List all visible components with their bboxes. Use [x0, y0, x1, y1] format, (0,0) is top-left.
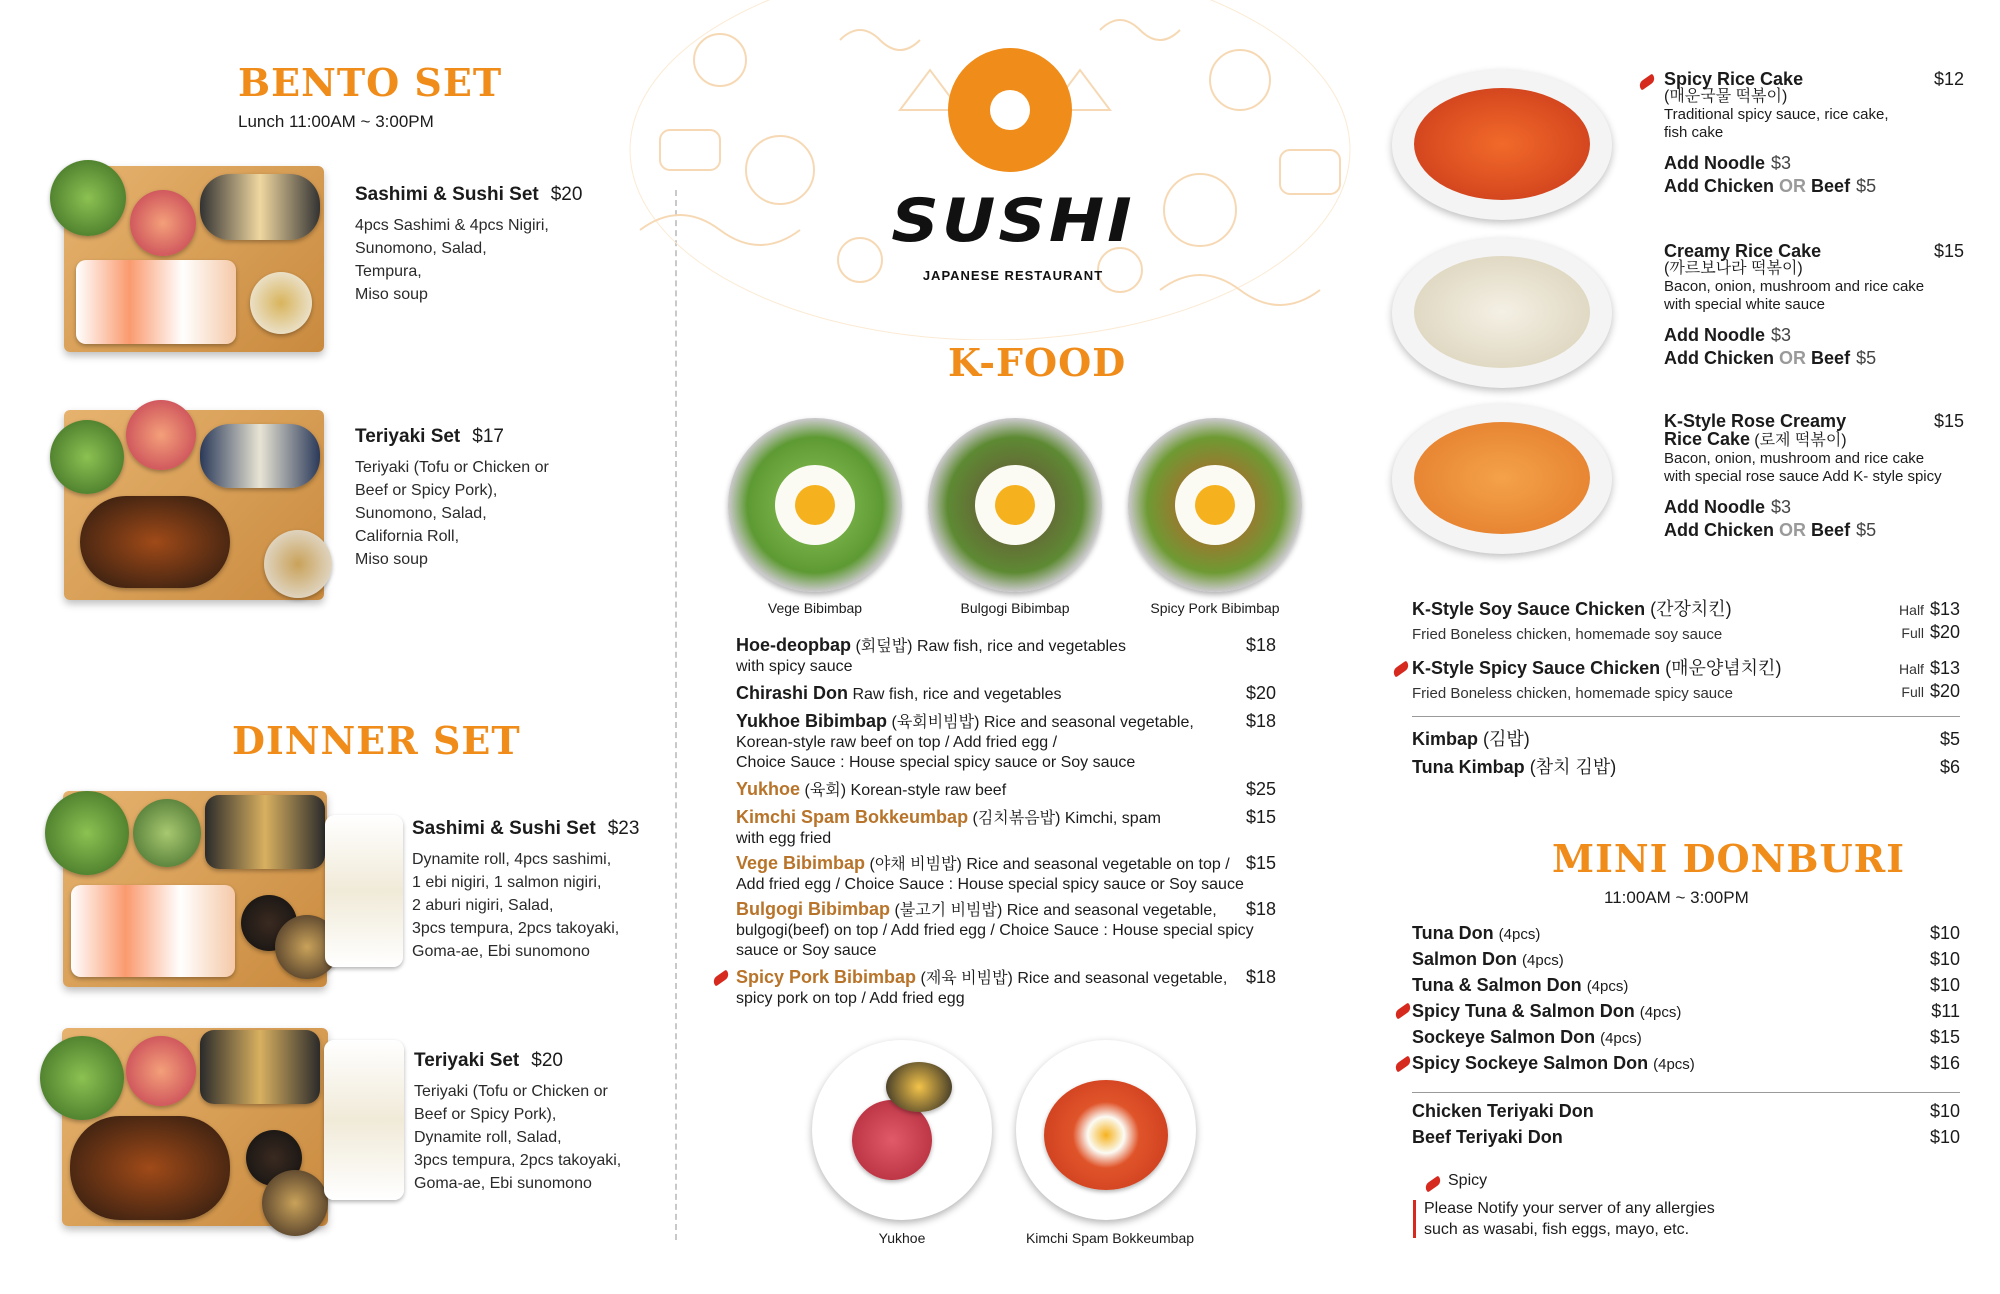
item-desc: Bacon, onion, mushroom and rice cake [1664, 278, 1925, 295]
plate-caption: Kimchi Spam Bokkeumbap [1025, 1230, 1195, 1246]
desc-line: California Roll, [355, 528, 460, 545]
item-desc: Traditional spicy sauce, rice cake, [1664, 106, 1889, 123]
bowl-caption: Vege Bibimbap [767, 600, 863, 616]
item-desc: Kimchi, spam [1064, 810, 1161, 827]
item-desc: Rice and seasonal vegetable, [1006, 902, 1217, 919]
item-price: $12 [1933, 69, 1964, 89]
chicken-item [1412, 657, 1960, 705]
item-korean: (김밥) [1483, 729, 1530, 749]
item-name: Tuna Kimbap [1412, 757, 1525, 777]
dinner-title: DINNER SET [232, 718, 521, 763]
kfood-item [736, 779, 1276, 801]
spicy-rice-cake-photo [1392, 70, 1612, 220]
dinner-sashimi-photo [45, 785, 405, 995]
bowl-caption: Spicy Pork Bibimbap [1150, 600, 1280, 616]
rice-cake-item [1664, 70, 1964, 198]
item-desc: with special white sauce [1664, 296, 1825, 313]
item-desc: Rice and seasonal vegetable, [983, 714, 1194, 731]
item-desc: Add fried egg / Choice Sauce : House special spicy sauce or Soy sauce [736, 876, 1244, 893]
note-line: such as wasabi, fish eggs, mayo, etc. [1424, 1221, 1690, 1238]
item-name: K-Style Spicy Sauce Chicken [1412, 658, 1661, 678]
kfood-title: K-FOOD [948, 340, 1127, 385]
item-price: $15 [1245, 807, 1276, 827]
item-name: Spicy Pork Bibimbap [736, 967, 917, 987]
creamy-rice-cake-photo [1392, 238, 1612, 388]
chili-icon [1393, 1056, 1412, 1073]
desc-line: Beef or Spicy Pork), [355, 482, 498, 499]
desc-line: Teriyaki (Tofu or Chicken or [414, 1083, 608, 1100]
desc-line: 3pcs tempura, 2pcs takoyaki, [414, 1152, 622, 1169]
add-meat-option: Add Chicken OR Beef $5 [1664, 520, 1877, 540]
spicy-legend: Spicy [1448, 1172, 1488, 1189]
item-korean: (야채 비빔밥) [869, 856, 962, 873]
desc-line: Miso soup [355, 551, 428, 568]
item-desc: Rice and seasonal vegetable, [1017, 970, 1228, 987]
plate-caption: Yukhoe [878, 1230, 926, 1246]
dinner-item-teriyaki [414, 1050, 674, 1195]
item-korean: (제육 비빔밥) [920, 970, 1013, 987]
set-price: $17 [472, 426, 504, 447]
set-price: $20 [531, 1050, 563, 1071]
item-desc: Fried Boneless chicken, homemade soy sauce [1412, 626, 1723, 643]
kfood-item [736, 807, 1276, 849]
desc-line: 3pcs tempura, 2pcs takoyaki, [412, 920, 620, 937]
set-price: $23 [607, 818, 640, 839]
donburi-item: Tuna Don (4pcs) $10 [1412, 923, 1960, 943]
rice-cake-item [1664, 412, 1964, 542]
item-korean: (김치볶음밥) [972, 810, 1061, 827]
item-price: $5 [1939, 729, 1960, 749]
logo-wordmark: SUSHI [891, 185, 1135, 256]
note-bar [1413, 1200, 1416, 1238]
column-divider [675, 190, 677, 1240]
desc-line: 1 ebi nigiri, 1 salmon nigiri, [412, 874, 602, 891]
kfood-item [736, 899, 1276, 961]
add-noodle-option: Add Noodle $3 [1664, 325, 1792, 345]
item-korean: (육회) [804, 782, 847, 799]
desc-line: Tempura, [355, 263, 422, 280]
kfood-item [736, 683, 1276, 705]
item-korean: (매운양념치킨) [1665, 658, 1782, 678]
kimchi-spam-bokkeumbap-photo [1016, 1040, 1196, 1220]
yukhoe-photo [812, 1040, 992, 1220]
add-meat-option: Add Chicken OR Beef $5 [1664, 348, 1877, 368]
kimbap-item [1412, 756, 1960, 778]
item-name: K-Style Rose Creamy [1664, 411, 1847, 431]
allergy-note [1424, 1198, 1715, 1240]
set-name: Sashimi & Sushi Set [355, 184, 539, 205]
item-name: Hoe-deopbap [736, 635, 851, 655]
item-name: Bulgogi Bibimbap [736, 899, 890, 919]
item-price: $6 [1939, 757, 1960, 777]
divider [1412, 1092, 1960, 1093]
donburi-item: Spicy Sockeye Salmon Don (4pcs) $16 [1412, 1053, 1960, 1073]
desc-line: Goma-ae, Ebi sunomono [414, 1175, 592, 1192]
item-name-line2: Rice Cake [1664, 429, 1751, 449]
logo-icon [948, 48, 1072, 172]
bento-hours: Lunch 11:00AM ~ 3:00PM [238, 112, 434, 131]
bento-teriyaki-photo [50, 400, 340, 610]
set-name: Teriyaki Set [414, 1050, 520, 1071]
item-name: Spicy Rice Cake [1664, 69, 1804, 89]
item-desc: fish cake [1664, 124, 1724, 141]
item-desc: Choice Sauce : House special spicy sauce or Soy sauce [736, 754, 1136, 771]
item-desc: with special rose sauce Add K- style spicy [1664, 468, 1942, 485]
bento-title: BENTO SET [238, 60, 503, 105]
chili-icon [1423, 1176, 1442, 1193]
item-korean: (불고기 비빔밥) [894, 902, 1003, 919]
donburi-item: Salmon Don (4pcs) $10 [1412, 949, 1960, 969]
item-desc: Rice and seasonal vegetable on top / [966, 856, 1230, 873]
item-name: Yukhoe [736, 779, 801, 799]
set-desc [412, 848, 672, 963]
item-name: Kimbap [1412, 729, 1479, 749]
chili-icon [1637, 74, 1656, 91]
item-name: Kimchi Spam Bokkeumbap [736, 807, 969, 827]
divider [1412, 716, 1960, 717]
chili-icon [1391, 661, 1410, 678]
kfood-item [736, 711, 1276, 773]
desc-line: Dynamite roll, 4pcs sashimi, [412, 851, 612, 868]
item-desc: spicy pork on top / Add fried egg [736, 990, 965, 1007]
donburi-item: Spicy Tuna & Salmon Don (4pcs) $11 [1412, 1001, 1960, 1021]
kfood-item [736, 967, 1276, 1009]
item-korean: (매운국물 떡볶이) [1664, 88, 1788, 105]
item-name: Vege Bibimbap [736, 853, 866, 873]
add-noodle-option: Add Noodle $3 [1664, 153, 1792, 173]
chili-icon [1393, 1003, 1412, 1020]
item-price: Half $13 Full $20 [1899, 599, 1960, 642]
chicken-item [1412, 598, 1960, 646]
note-line: Please Notify your server of any allergies [1424, 1200, 1715, 1217]
item-korean: (까르보나라 떡볶이) [1664, 260, 1803, 277]
set-name: Sashimi & Sushi Set [412, 818, 596, 839]
item-desc: with egg fried [736, 830, 832, 847]
item-korean: (간장치킨) [1650, 599, 1732, 619]
item-price: $18 [1245, 899, 1276, 919]
logo-subtitle: JAPANESE RESTAURANT [922, 268, 1104, 283]
set-desc [355, 456, 655, 571]
item-price: $20 [1245, 683, 1276, 703]
donburi-item: Tuna & Salmon Don (4pcs) $10 [1412, 975, 1960, 995]
desc-line: Miso soup [355, 286, 428, 303]
item-price: $25 [1245, 779, 1276, 799]
item-desc: Korean-style raw beef [850, 782, 1007, 799]
item-korean: (로제 떡볶이) [1754, 432, 1847, 449]
item-desc: bulgogi(beef) on top / Add fried egg / Choice Sauce : House special spicy [736, 922, 1254, 939]
donburi-item: Sockeye Salmon Don (4pcs) $15 [1412, 1027, 1960, 1047]
left-column [0, 0, 680, 1294]
bulgogi-bibimbap-photo [928, 418, 1102, 592]
item-price: $18 [1245, 711, 1276, 731]
dinner-teriyaki-photo [40, 1020, 410, 1240]
desc-line: Goma-ae, Ebi sunomono [412, 943, 590, 960]
item-name: Yukhoe Bibimbap [736, 711, 888, 731]
desc-line: 4pcs Sashimi & 4pcs Nigiri, [355, 217, 549, 234]
vege-bibimbap-photo [728, 418, 902, 592]
item-price: $15 [1933, 241, 1964, 261]
bento-sashimi-photo [50, 160, 330, 360]
donburi-teriyaki-item: Beef Teriyaki Don $10 [1412, 1127, 1960, 1147]
item-price: $15 [1933, 411, 1964, 431]
item-price: $18 [1245, 967, 1276, 987]
dinner-item-sashimi [412, 818, 672, 963]
set-name: Teriyaki Set [355, 426, 461, 447]
kfood-item [736, 853, 1276, 895]
item-desc: Korean-style raw beef on top / Add fried egg / [736, 734, 1058, 751]
desc-line: Sunomono, Salad, [355, 240, 487, 257]
item-name: K-Style Soy Sauce Chicken [1412, 599, 1646, 619]
desc-line: Sunomono, Salad, [355, 505, 487, 522]
bowl-caption: Bulgogi Bibimbap [960, 600, 1070, 616]
bento-item-teriyaki [355, 426, 655, 571]
set-price: $20 [550, 184, 583, 205]
desc-line: 2 aburi nigiri, Salad, [412, 897, 554, 914]
item-korean: (참치 김밥) [1529, 757, 1617, 777]
donburi-hours: 11:00AM ~ 3:00PM [1604, 888, 1749, 907]
item-desc: with spicy sauce [736, 658, 853, 675]
kfood-item [736, 635, 1276, 677]
add-meat-option: Add Chicken OR Beef $5 [1664, 176, 1877, 196]
rice-cake-item [1664, 242, 1964, 370]
desc-line: Teriyaki (Tofu or Chicken or [355, 459, 549, 476]
item-desc: sauce or Soy sauce [736, 942, 877, 959]
item-desc: Raw fish, rice and vegetables [852, 686, 1062, 703]
item-korean: (회덮밥) [855, 638, 913, 655]
spicy-pork-bibimbap-photo [1128, 418, 1302, 592]
chili-icon [711, 970, 730, 987]
item-price: $15 [1245, 853, 1276, 873]
set-desc [414, 1080, 674, 1195]
item-name: Creamy Rice Cake [1664, 241, 1822, 261]
item-desc: Raw fish, rice and vegetables [916, 638, 1126, 655]
donburi-teriyaki-item: Chicken Teriyaki Don $10 [1412, 1101, 1960, 1121]
rose-rice-cake-photo [1392, 404, 1612, 554]
item-price: $18 [1245, 635, 1276, 655]
item-name: Chirashi Don [736, 683, 849, 703]
kimbap-item [1412, 728, 1960, 750]
desc-line: Beef or Spicy Pork), [414, 1106, 557, 1123]
desc-line: Dynamite roll, Salad, [414, 1129, 562, 1146]
item-korean: (육회비빔밥) [891, 714, 980, 731]
donburi-title: MINI DONBURI [1552, 836, 1905, 881]
item-desc: Bacon, onion, mushroom and rice cake [1664, 450, 1925, 467]
add-noodle-option: Add Noodle $3 [1664, 497, 1792, 517]
item-price: Half $13 Full $20 [1899, 658, 1960, 701]
item-desc: Fried Boneless chicken, homemade spicy sauce [1412, 685, 1733, 702]
